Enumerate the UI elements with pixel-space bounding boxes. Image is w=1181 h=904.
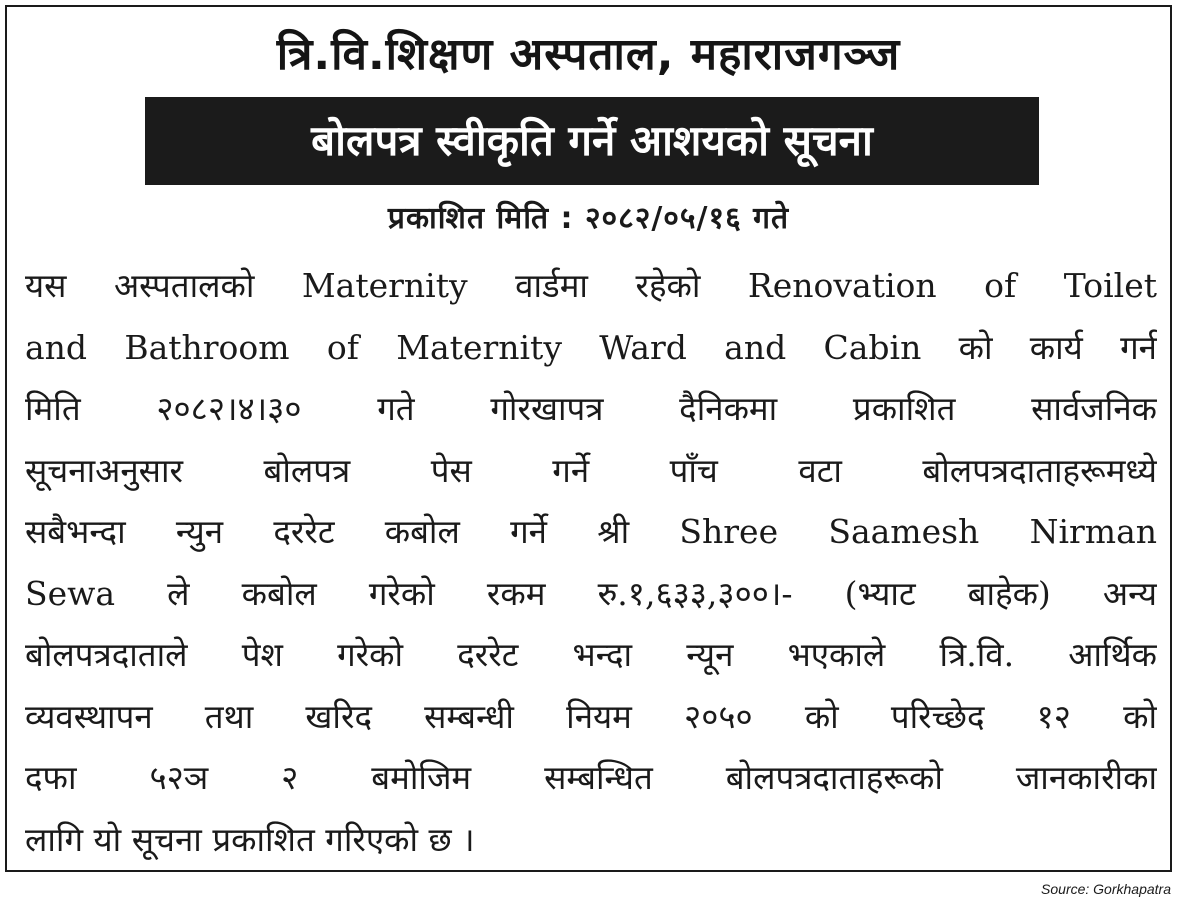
- body-line: व्यवस्थापन तथा खरिद सम्बन्धी नियम २०५० को परिच्छेद १२ को: [25, 696, 1157, 736]
- body-line: मिति २०८२।४।३० गते गोरखापत्र दैनिकमा प्रकाशित सार्वजनिक: [25, 389, 1157, 428]
- body-line: and Bathroom of Maternity Ward and Cabin को कार्य गर्न: [25, 327, 1157, 367]
- body-line: दफा ५२ञ २ बमोजिम सम्बन्धित बोलपत्रदाताहरूको जानकारीका: [25, 758, 1157, 797]
- organization-title: त्रि.वि.शिक्षण अस्पताल, महाराजगञ्ज: [276, 29, 901, 80]
- notice-frame: [5, 5, 1172, 872]
- body-line: सूचनाअनुसार बोलपत्र पेस गर्ने पाँच वटा बोलपत्रदाताहरूमध्ये: [25, 450, 1157, 490]
- body-line: सबैभन्दा न्युन दररेट कबोल गर्ने श्री Shree Saamesh Nirman: [25, 512, 1157, 551]
- publish-date: प्रकाशित मिति : २०८२/०५/१६ गते: [387, 201, 790, 236]
- body-line: Sewa ले कबोल गरेको रकम रु.१,६३३,३००।- (भ्याट बाहेक) अन्य: [25, 573, 1157, 613]
- body-line: लागि यो सूचना प्रकाशित गरिएको छ ।: [25, 819, 475, 859]
- source-credit: Source: Gorkhapatra: [1041, 881, 1171, 897]
- notice-body: [25, 255, 1157, 870]
- body-line: बोलपत्रदाताले पेश गरेको दररेट भन्दा न्यून भएकाले त्रि.वि. आर्थिक: [25, 635, 1157, 674]
- body-line: यस अस्पतालको Maternity वार्डमा रहेको Renovation of Toilet: [25, 266, 1157, 305]
- notice-heading-banner: बोलपत्र स्वीकृति गर्ने आशयको सूचना: [145, 97, 1039, 185]
